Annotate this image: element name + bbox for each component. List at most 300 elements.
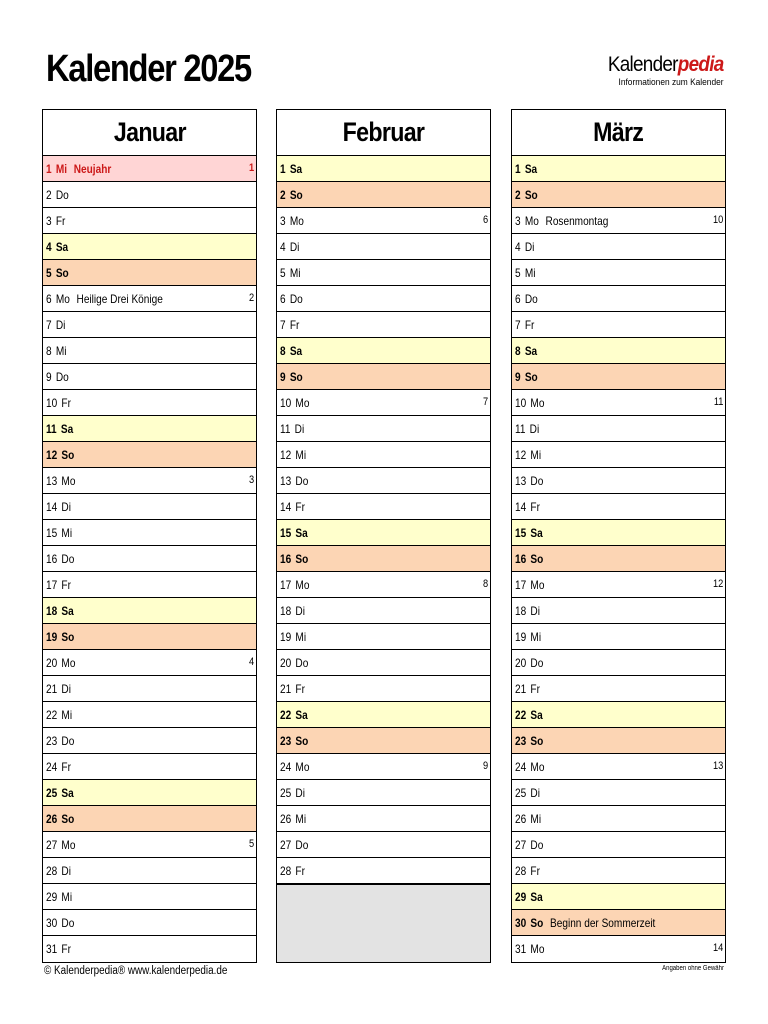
day-text [46,500,71,514]
day-number: 18 [46,603,58,618]
weekday: So [295,733,309,748]
weekday: Fr [524,317,535,332]
day-row [277,832,490,858]
day-text [280,760,309,774]
day-number: 6 [280,291,286,306]
day-number: 6 [46,291,52,306]
week-number: 7 [482,396,488,408]
day-number: 16 [46,551,58,566]
day-text [280,864,305,878]
day-text [515,630,541,644]
day-number: 7 [515,317,521,332]
empty-days-filler [277,884,490,962]
day-text [280,812,306,826]
day-text [280,526,308,540]
day-row [277,494,490,520]
day-number: 13 [280,473,292,488]
day-row [277,728,490,754]
weekday: Mi [55,161,68,176]
day-row [512,260,725,286]
day-text [46,630,74,644]
day-number: 18 [280,603,292,618]
day-number: 31 [46,942,58,956]
day-number: 5 [515,265,521,280]
day-row [512,234,725,260]
day-number: 4 [46,239,52,254]
day-row [277,858,490,884]
weekday: Di [61,681,71,696]
weekday: Di [61,863,71,878]
weekday: Fr [55,213,66,228]
day-text [280,214,304,228]
day-number: 4 [515,239,521,254]
day-text [515,292,538,306]
day-row [43,520,256,546]
day-row [43,884,256,910]
weekday: Fr [530,681,540,696]
day-text [46,838,75,852]
weekday: So [530,733,544,748]
day-text [515,240,534,254]
day-text [46,812,74,826]
weekday: Sa [61,603,74,618]
weekday: Fr [530,499,540,514]
day-number: 2 [46,187,52,202]
day-list [277,156,490,884]
weekday: Mi [61,707,73,722]
weekday: Mi [295,811,307,826]
day-text [46,786,74,800]
day-number: 4 [280,239,286,254]
day-text [515,656,543,670]
brand-name-accent: pedia [678,53,724,76]
day-list [512,156,725,962]
weekday: Mo [524,213,539,228]
weekday: Do [295,473,309,488]
day-text [515,448,541,462]
weekday: So [524,369,538,384]
weekday: So [55,265,69,280]
holiday-label: Rosenmontag [545,213,609,228]
day-text [46,916,74,930]
week-number: 4 [248,656,254,668]
day-row [512,494,725,520]
day-row [512,702,725,728]
day-text [280,162,302,176]
week-number: 12 [712,578,723,590]
weekday: Mo [530,759,545,774]
day-text [46,708,72,722]
holiday-label: Heilige Drei Könige [76,291,163,306]
day-row [43,780,256,806]
weekday: Sa [524,161,538,176]
day-text [515,734,543,748]
day-row [43,598,256,624]
day-number: 28 [515,863,527,878]
day-text [46,266,69,280]
weekday: Do [55,187,69,202]
day-number: 11 [515,421,526,436]
day-number: 22 [515,707,527,722]
day-row [512,728,725,754]
weekday: Mo [61,837,76,852]
weekday: So [61,811,75,826]
month-name: Februar [342,117,425,147]
weekday: Mi [61,525,73,540]
day-text [515,812,541,826]
day-row [512,624,725,650]
day-number: 15 [515,525,527,540]
day-text [46,344,66,358]
day-row [43,832,256,858]
day-row [512,182,725,208]
day-row [277,312,490,338]
day-text [46,682,71,696]
weekday: Sa [289,161,303,176]
month-name: März [593,117,644,147]
weekday: Sa [524,343,538,358]
day-text [46,526,72,540]
day-row [43,442,256,468]
day-row [43,572,256,598]
day-text [515,682,540,696]
weekday: Mi [530,447,542,462]
weekday: Fr [295,499,305,514]
day-number: 2 [515,187,521,202]
holiday-label: Neujahr [73,161,112,176]
day-row [277,286,490,312]
weekday: Mo [530,577,545,592]
day-number: 20 [46,655,58,670]
day-text [280,318,299,332]
day-number: 19 [280,629,292,644]
day-row [43,910,256,936]
day-number: 10 [280,395,292,410]
day-text [515,916,655,930]
day-row [512,520,725,546]
weekday: Mi [295,447,307,462]
day-number: 13 [515,473,527,488]
day-row [512,364,725,390]
weekday: Do [55,369,69,384]
week-number: 5 [248,838,254,850]
weekday: Sa [530,707,543,722]
day-row [43,494,256,520]
day-number: 24 [280,759,292,774]
day-number: 23 [280,733,292,748]
day-number: 16 [515,551,527,566]
day-number: 1 [280,161,286,176]
weekday: Mo [55,291,70,306]
day-text [280,838,308,852]
day-text [46,214,65,228]
day-text [515,500,540,514]
day-text [46,188,69,202]
day-text [515,760,544,774]
brand-logo[interactable] [595,54,724,88]
day-row [277,780,490,806]
weekday: Do [524,291,538,306]
day-row [277,624,490,650]
day-row [43,806,256,832]
day-row [277,754,490,780]
day-number: 1 [46,161,52,176]
day-row [512,754,725,780]
day-row [277,520,490,546]
day-text [515,396,544,410]
day-text [46,734,74,748]
weekday: So [295,551,309,566]
day-row [277,208,490,234]
day-number: 29 [46,889,58,904]
weekday: Fr [61,395,71,410]
week-number: 13 [712,760,723,772]
day-text [280,448,306,462]
day-row [43,260,256,286]
day-number: 5 [280,265,286,280]
day-text [46,162,111,176]
day-text [280,240,299,254]
day-number: 13 [46,473,58,488]
day-row [43,390,256,416]
weekday: Mi [530,629,542,644]
day-row [43,156,256,182]
day-number: 12 [46,447,58,462]
weekday: Sa [530,525,543,540]
weekday: Mo [530,395,545,410]
day-row [43,364,256,390]
day-number: 3 [280,213,286,228]
day-number: 29 [515,889,527,904]
day-text [515,552,543,566]
day-text [46,240,68,254]
day-row [43,286,256,312]
day-text [515,188,538,202]
day-text [515,864,540,878]
day-number: 30 [46,915,58,930]
day-text [280,630,306,644]
day-text [280,708,308,722]
brand-name [608,54,724,75]
day-text [280,188,303,202]
day-row [512,338,725,364]
day-text [280,578,309,592]
day-text [46,864,71,878]
day-text [46,422,73,436]
day-number: 9 [280,369,286,384]
footer-copyright: © Kalenderpedia® www.kalenderpedia.de [44,965,228,977]
day-row [512,806,725,832]
day-text [515,708,543,722]
weekday: Do [61,551,75,566]
day-number: 20 [280,655,292,670]
day-text [46,942,71,956]
month-header [512,110,725,156]
weekday: Fr [295,863,305,878]
day-row [277,468,490,494]
weekday: Mi [61,889,73,904]
week-number: 9 [482,760,488,772]
day-row [43,416,256,442]
day-row [512,676,725,702]
day-number: 24 [46,759,58,774]
day-row [43,858,256,884]
day-number: 25 [46,785,58,800]
weekday: Sa [295,525,308,540]
weekday: Mo [295,395,310,410]
day-text [46,760,71,774]
day-number: 23 [46,733,58,748]
weekday: Mi [530,811,542,826]
day-row [43,676,256,702]
day-row [512,884,725,910]
day-number: 21 [515,681,527,696]
weekday: Sa [530,889,543,904]
day-text [515,474,543,488]
weekday: Mi [524,265,536,280]
day-number: 23 [515,733,527,748]
day-row [512,312,725,338]
day-text [46,890,72,904]
day-row [43,338,256,364]
day-row [512,208,725,234]
day-number: 14 [46,499,58,514]
day-text [280,370,303,384]
week-number: 11 [713,396,723,408]
day-row [277,156,490,182]
day-row [43,702,256,728]
day-number: 17 [515,577,527,592]
day-text [515,838,543,852]
day-row [277,572,490,598]
day-number: 9 [46,369,52,384]
day-row [43,312,256,338]
day-row [512,598,725,624]
day-number: 27 [280,837,292,852]
day-text [280,266,300,280]
day-text [515,578,544,592]
day-row [43,468,256,494]
day-text [515,786,540,800]
weekday: So [530,551,544,566]
weekday: Do [61,915,75,930]
day-number: 15 [280,525,292,540]
day-row [43,234,256,260]
day-number: 11 [280,421,291,436]
day-number: 12 [280,447,292,462]
day-text [515,370,538,384]
day-number: 9 [515,369,521,384]
day-number: 25 [280,785,292,800]
day-number: 8 [46,343,52,358]
month-column-maerz [511,109,726,963]
day-row [277,234,490,260]
weekday: Sa [60,421,74,436]
day-text [515,526,543,540]
weekday: So [61,629,75,644]
day-number: 22 [46,707,58,722]
day-number: 14 [280,499,292,514]
day-row [277,546,490,572]
day-text [46,604,74,618]
weekday: Di [61,499,71,514]
day-row [512,858,725,884]
day-text [515,604,540,618]
day-number: 27 [515,837,527,852]
day-text [515,214,608,228]
day-text [280,682,305,696]
day-row [512,156,725,182]
weekday: Do [530,837,544,852]
day-text [280,734,308,748]
day-number: 10 [46,395,58,410]
day-row [277,806,490,832]
weekday: Do [61,733,75,748]
day-row [512,572,725,598]
day-row [43,624,256,650]
weekday: Di [524,239,535,254]
day-number: 28 [46,863,58,878]
weekday: Mo [295,759,310,774]
day-text [46,656,75,670]
day-text [46,292,163,306]
day-text [280,500,305,514]
day-number: 8 [515,343,521,358]
day-row [512,468,725,494]
weekday: Mo [530,942,545,956]
weekday: Fr [61,759,71,774]
day-text [515,422,539,436]
day-number: 26 [280,811,292,826]
day-number: 19 [515,629,527,644]
day-number: 7 [46,317,52,332]
day-row [277,676,490,702]
day-number: 28 [280,863,292,878]
weekday: Fr [61,942,71,956]
day-number: 1 [515,161,521,176]
week-number: 8 [482,578,488,590]
day-number: 10 [515,395,527,410]
weekday: Do [530,473,544,488]
day-row [43,182,256,208]
day-row [43,208,256,234]
footer-disclaimer: Angaben ohne Gewähr [662,965,724,972]
day-number: 30 [515,915,527,930]
weekday: Mo [295,577,310,592]
day-number: 17 [280,577,292,592]
day-row [277,650,490,676]
weekday: Fr [295,681,305,696]
day-row [277,182,490,208]
day-number: 17 [46,577,58,592]
weekday: Mo [61,655,76,670]
day-text [280,786,305,800]
day-row [277,702,490,728]
weekday: Mi [295,629,307,644]
weekday: Do [530,655,544,670]
weekday: Sa [295,707,308,722]
month-header [43,110,256,156]
day-text [515,318,534,332]
day-text [46,474,75,488]
day-number: 16 [280,551,292,566]
weekday: Di [294,421,305,436]
day-text [280,344,302,358]
weekday: Di [530,785,540,800]
weekday: Fr [530,863,540,878]
day-number: 26 [46,811,58,826]
weekday: Sa [61,785,74,800]
